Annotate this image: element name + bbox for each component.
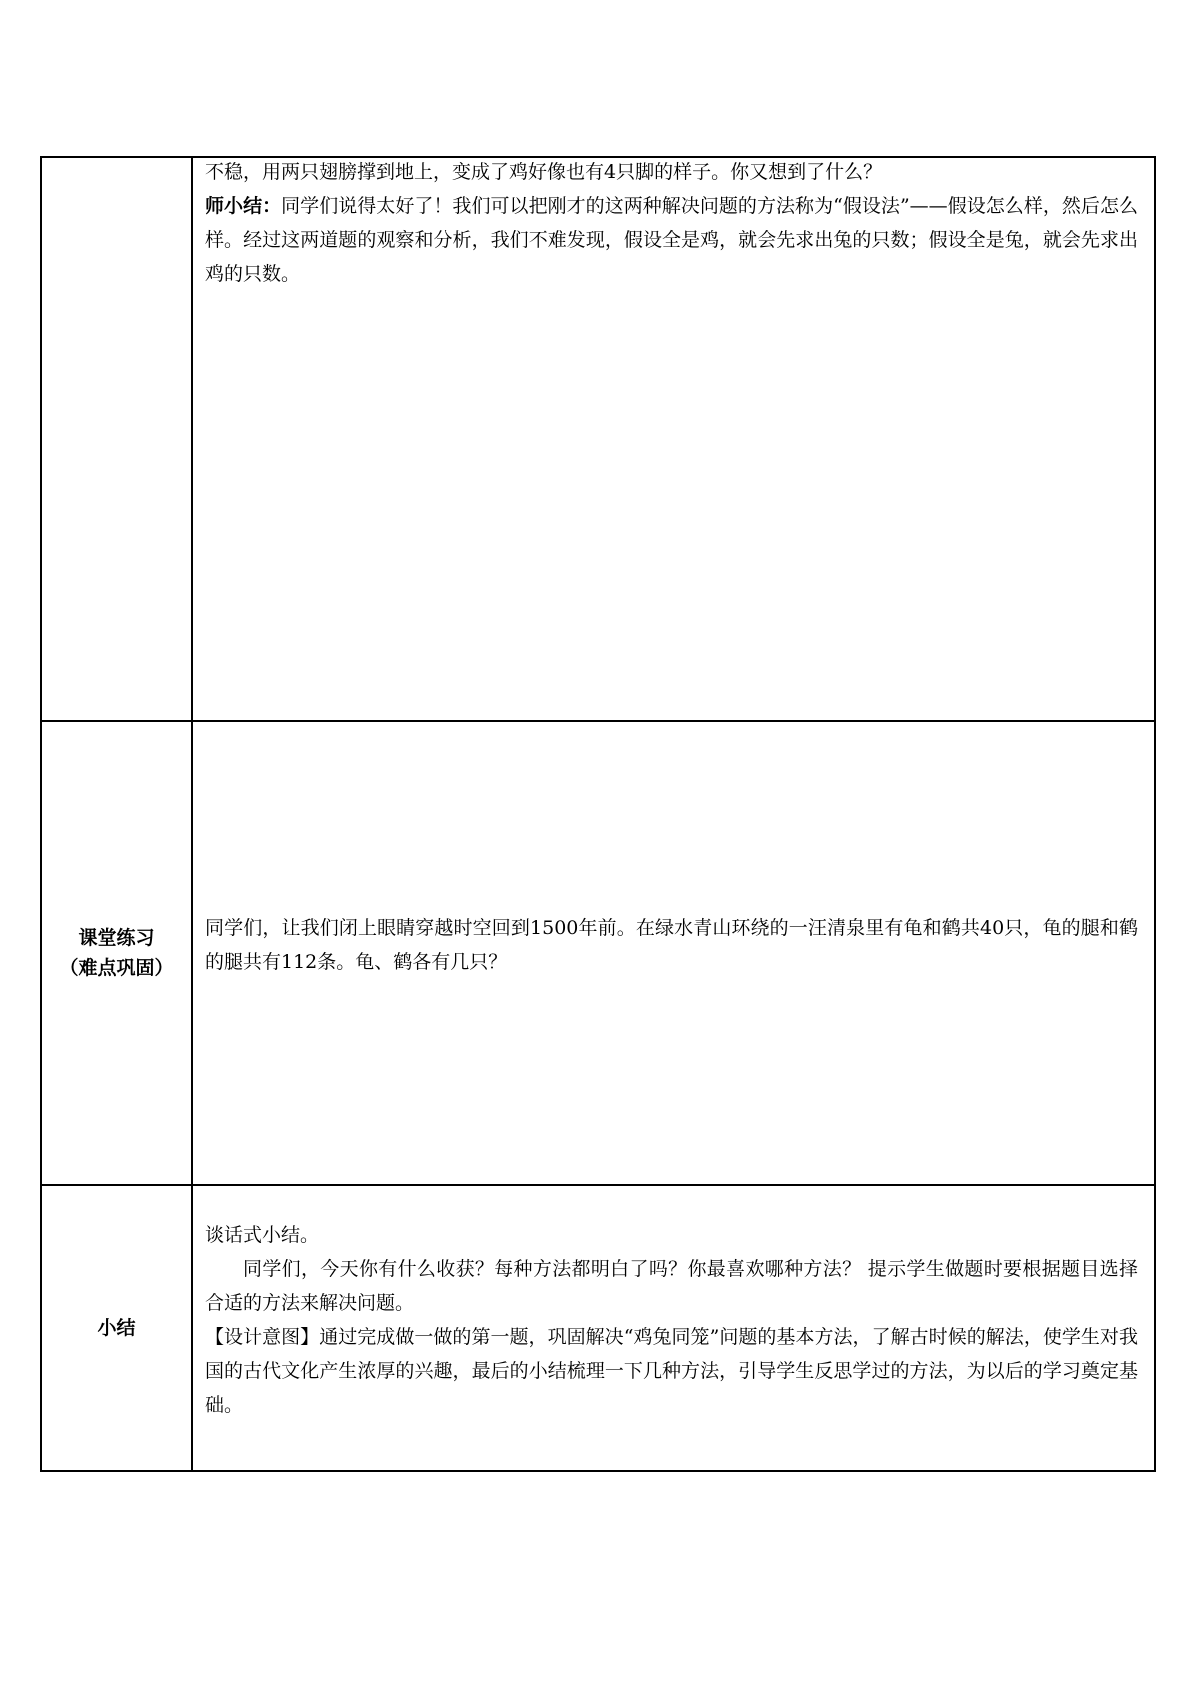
row-content-cell — [192, 721, 1155, 1185]
row-content — [193, 1186, 1154, 1422]
table-row — [41, 721, 1155, 1185]
row-label-cell — [41, 721, 192, 1185]
row-label-line: （难点巩固） — [59, 957, 174, 979]
paragraph — [205, 155, 1138, 189]
table-row — [41, 1185, 1155, 1471]
paragraph — [205, 189, 1138, 291]
row-label-cell — [41, 157, 192, 721]
design-intent-paragraph: 【设计意图】通过完成做一做的第一题，巩固解决“鸡兔同笼”问题的基本方法，了解古时候的解法，使学生对我国的古代文化产生浓厚的兴趣，最后的小结梳理一下几种方法，引导学生反思学过的方法，为以后的学习奠定基础。 — [205, 1326, 1138, 1416]
teacher-summary-lead: 师小结： — [205, 195, 282, 217]
paragraph: 谈话式小结。 — [205, 1224, 320, 1246]
paragraph-text: 同学们说得太好了！我们可以把刚才的这两种解决问题的方法称为“假设法”——假设怎么样，然后怎么样。经过这两道题的观察和分析，我们不难发现，假设全是鸡，就会先求出兔的只数；假设全是兔，就会先求出鸡的只数。 — [205, 195, 1138, 285]
paragraph: 同学们，今天你有什么收获？每种方法都明白了吗？你最喜欢哪种方法？ 提示学生做题时要根据题目选择合适的方法来解决问题。 — [205, 1258, 1138, 1314]
row-content — [193, 155, 1154, 291]
row-label — [42, 923, 191, 983]
row-content — [193, 722, 1154, 979]
row-content-cell — [192, 1185, 1155, 1471]
row-label-cell — [41, 1185, 192, 1471]
exercise-text: 同学们，让我们闭上眼睛穿越时空回到1500年前。在绿水青山环绕的一汪清泉里有龟和鹤共40只，龟的腿和鹤的腿共有112条。龟、鹤各有几只？ — [205, 917, 1138, 973]
row-content-cell — [192, 157, 1155, 721]
row-label-line: 课堂练习 — [78, 927, 155, 949]
paragraph-text: 不稳，用两只翅膀撑到地上，变成了鸡好像也有4只脚的样子。你又想到了什么？ — [205, 161, 883, 183]
table-row — [41, 157, 1155, 721]
row-label: 小结 — [97, 1317, 136, 1339]
lesson-plan-table — [40, 156, 1156, 1472]
